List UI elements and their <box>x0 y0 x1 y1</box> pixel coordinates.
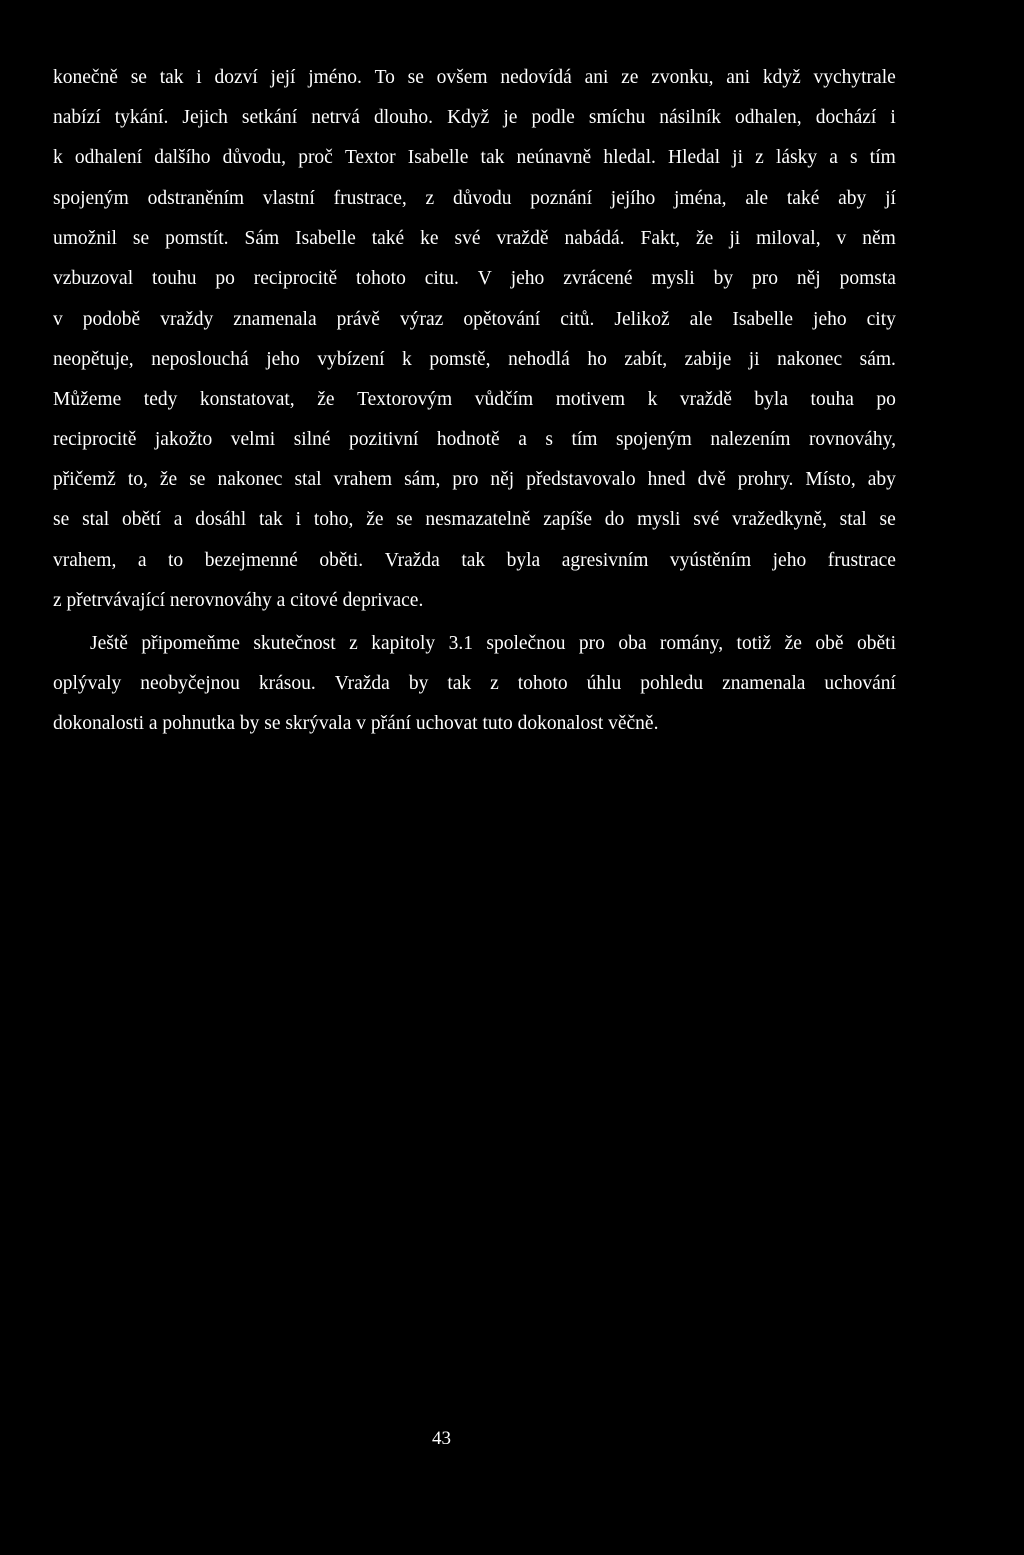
text-line: oplývaly neobyčejnou krásou. Vražda by tak z tohoto úhlu pohledu znamenala uchování <box>53 673 896 694</box>
text-line: v podobě vraždy znamenala právě výraz opětování citů. Jelikož ale Isabelle jeho city <box>53 309 896 330</box>
text-line: dokonalosti a pohnutka by se skrývala v přání uchovat tuto dokonalost věčně. <box>53 713 659 734</box>
text-line: se stal obětí a dosáhl tak i toho, že se nesmazatelně zapíše do mysli své vražedkyně, stal se <box>53 509 896 530</box>
text-line: přičemž to, že se nakonec stal vrahem sám, pro něj představovalo hned dvě prohry. Místo, aby <box>53 469 896 490</box>
text-line: konečně se tak i dozví její jméno. To se ovšem nedovídá ani ze zvonku, ani když vychytrale <box>53 67 896 88</box>
text-line: z přetrvávající nerovnováhy a citové deprivace. <box>53 590 424 611</box>
text-line: Ještě připomeňme skutečnost z kapitoly 3.1 společnou pro oba romány, totiž že obě oběti <box>90 633 896 654</box>
text-line: reciprocitě jakožto velmi silné pozitivní hodnotě a s tím spojeným nalezením rovnováhy, <box>53 429 896 450</box>
text-line: vzbuzoval touhu po reciprocitě tohoto citu. V jeho zvrácené mysli by pro něj pomsta <box>53 268 896 289</box>
page-number: 43 <box>432 1428 451 1449</box>
text-line: umožnil se pomstít. Sám Isabelle také ke své vraždě nabádá. Fakt, že ji miloval, v něm <box>53 228 896 249</box>
text-line: nabízí tykání. Jejich setkání netrvá dlouho. Když je podle smíchu násilník odhalen, dochází i <box>53 107 896 128</box>
text-line: spojeným odstraněním vlastní frustrace, z důvodu poznání jejího jména, ale také aby jí <box>53 188 896 209</box>
text-line: neopětuje, neposlouchá jeho vybízení k pomstě, nehodlá ho zabít, zabije ji nakonec sám. <box>53 349 896 370</box>
text-line: vrahem, a to bezejmenné oběti. Vražda tak byla agresivním vyústěním jeho frustrace <box>53 550 896 571</box>
text-line: k odhalení dalšího důvodu, proč Textor Isabelle tak neúnavně hledal. Hledal ji z lásky a s tím <box>53 147 896 168</box>
text-line: Můžeme tedy konstatovat, že Textorovým vůdčím motivem k vraždě byla touha po <box>53 389 896 410</box>
